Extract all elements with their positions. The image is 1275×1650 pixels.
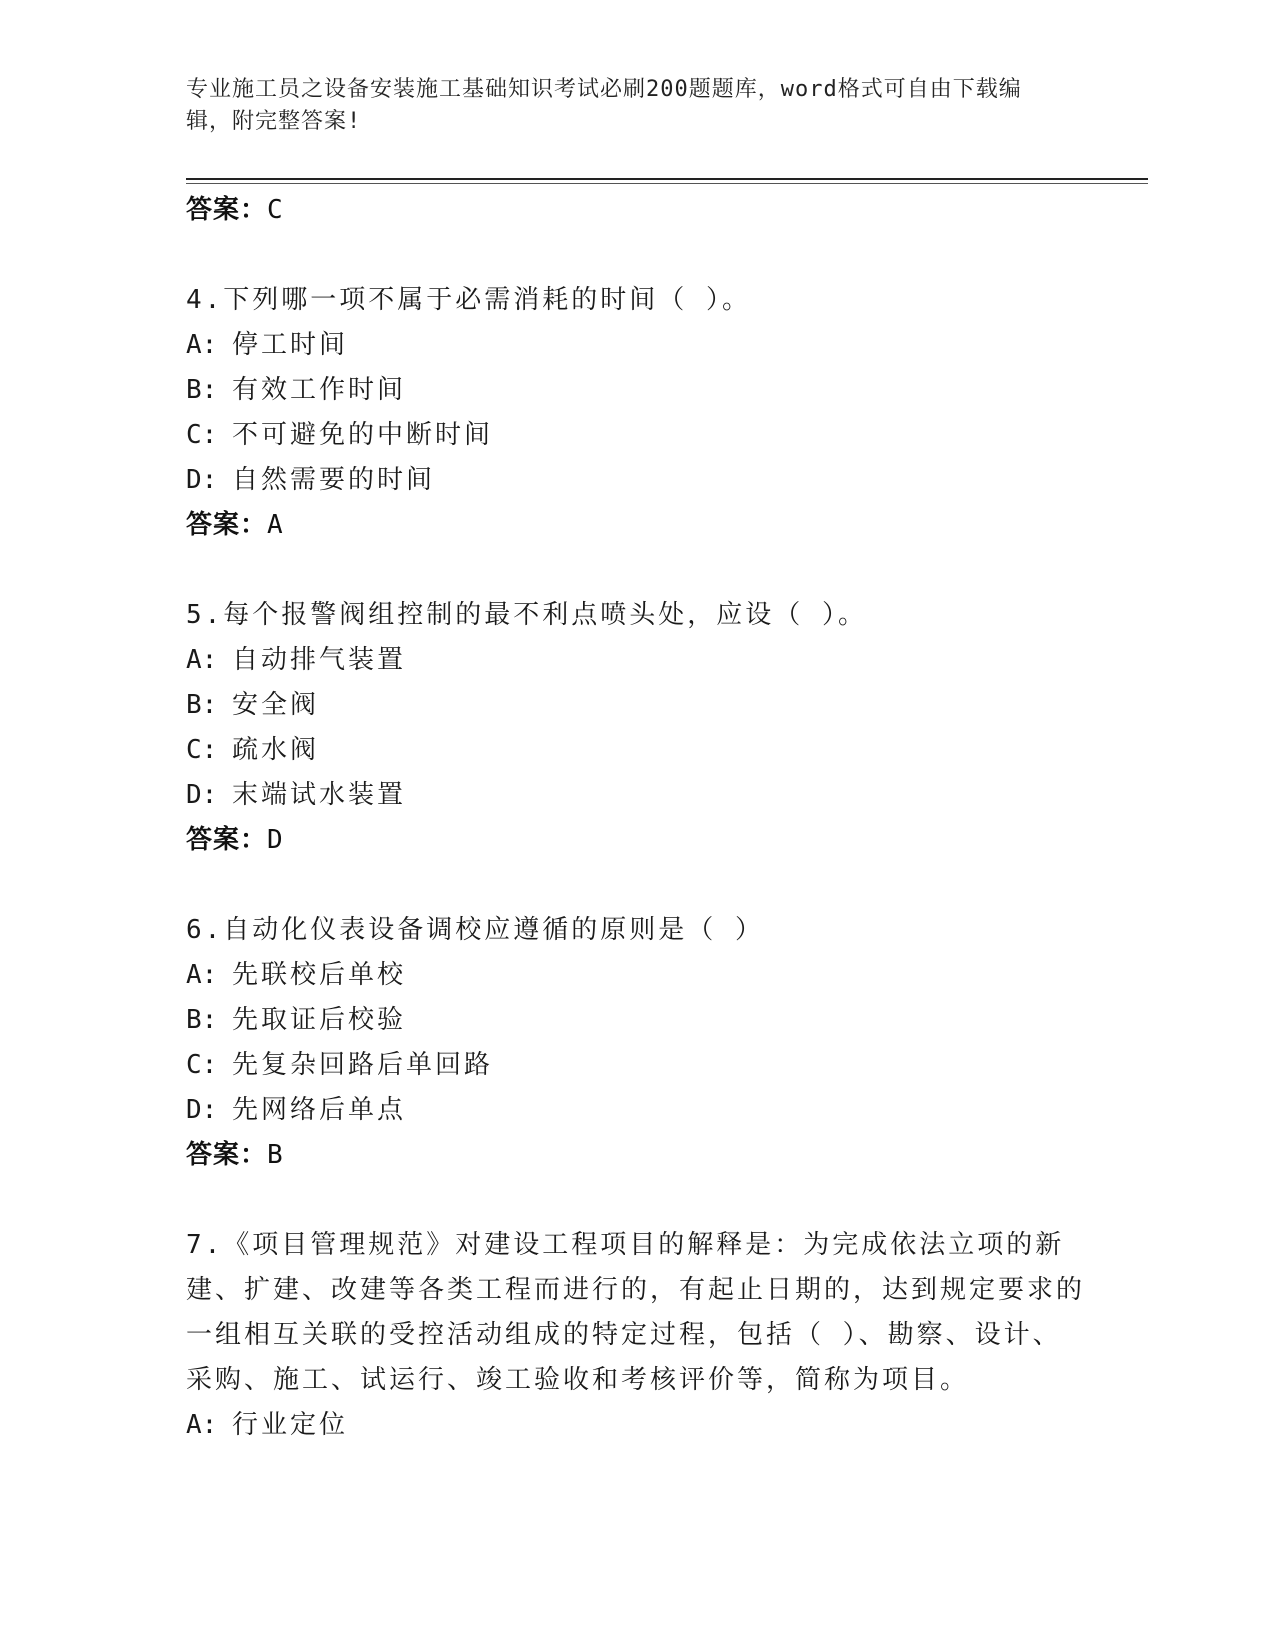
answer-line (186, 503, 1086, 548)
option-d (186, 773, 1086, 818)
option-text: 行业定位 (232, 1410, 349, 1440)
answer-line (186, 1133, 1086, 1178)
option-key: B: (186, 1005, 218, 1035)
question-stem: 7.《项目管理规范》对建设工程项目的解释是：为完成依法立项的新建、扩建、改建等各类工程而进行的，有起止日期的，达到规定要求的一组相互关联的受控活动组成的特定过程，包括（ ）、勘察、设计、采购、施工、试运行、竣工验收和考核评价等，简称为项目。 (186, 1230, 1086, 1395)
option-key: A: (186, 960, 218, 990)
option-a (186, 1403, 1086, 1448)
option-key: A: (186, 330, 218, 360)
question-5 (186, 593, 1086, 863)
option-key: C: (186, 735, 218, 765)
question-stem: 5.每个报警阀组控制的最不利点喷头处，应设（ ）。 (186, 600, 867, 630)
answer-label: 答案： (186, 1140, 268, 1170)
option-b (186, 683, 1086, 728)
option-a (186, 638, 1086, 683)
answer-value: B (267, 1140, 284, 1170)
option-key: A: (186, 1410, 218, 1440)
option-d (186, 1088, 1086, 1133)
option-key: D: (186, 780, 218, 810)
option-key: C: (186, 420, 218, 450)
option-text: 先复杂回路后单回路 (232, 1050, 494, 1080)
document-content (186, 188, 1086, 1448)
option-key: D: (186, 465, 218, 495)
option-key: B: (186, 690, 218, 720)
option-b (186, 998, 1086, 1043)
option-text: 先网络后单点 (232, 1095, 407, 1125)
option-text: 疏水阀 (232, 735, 320, 765)
question-6 (186, 908, 1086, 1178)
option-text: 先联校后单校 (232, 960, 407, 990)
option-text: 安全阀 (232, 690, 320, 720)
question-7 (186, 1223, 1086, 1448)
question-4 (186, 278, 1086, 548)
option-text: 有效工作时间 (232, 375, 407, 405)
option-text: 先取证后校验 (232, 1005, 407, 1035)
answer-line (186, 818, 1086, 863)
answer-label: 答案： (186, 195, 268, 225)
option-a (186, 953, 1086, 998)
answer-value: A (267, 510, 284, 540)
answer-label: 答案： (186, 825, 268, 855)
option-key: A: (186, 645, 218, 675)
option-c (186, 728, 1086, 773)
answer-line-q3 (186, 188, 1086, 233)
option-text: 自动排气装置 (232, 645, 407, 675)
answer-value: D (267, 825, 284, 855)
header-divider-thick (186, 178, 1148, 180)
document-header-title: 专业施工员之设备安装施工基础知识考试必刷200题题库，word格式可自由下载编辑，附完整答案! (186, 77, 1022, 134)
question-stem: 4.下列哪一项不属于必需消耗的时间（ ）。 (186, 285, 751, 315)
option-c (186, 1043, 1086, 1088)
option-key: B: (186, 375, 218, 405)
option-text: 自然需要的时间 (232, 465, 436, 495)
option-a (186, 323, 1086, 368)
option-d (186, 458, 1086, 503)
answer-label: 答案： (186, 510, 268, 540)
option-text: 不可避免的中断时间 (232, 420, 494, 450)
option-key: C: (186, 1050, 218, 1080)
header-divider-thin (186, 183, 1148, 184)
option-key: D: (186, 1095, 218, 1125)
option-c (186, 413, 1086, 458)
answer-value: C (267, 195, 284, 225)
option-b (186, 368, 1086, 413)
question-stem: 6.自动化仪表设备调校应遵循的原则是（ ） (186, 915, 764, 945)
option-text: 末端试水装置 (232, 780, 407, 810)
option-text: 停工时间 (232, 330, 349, 360)
